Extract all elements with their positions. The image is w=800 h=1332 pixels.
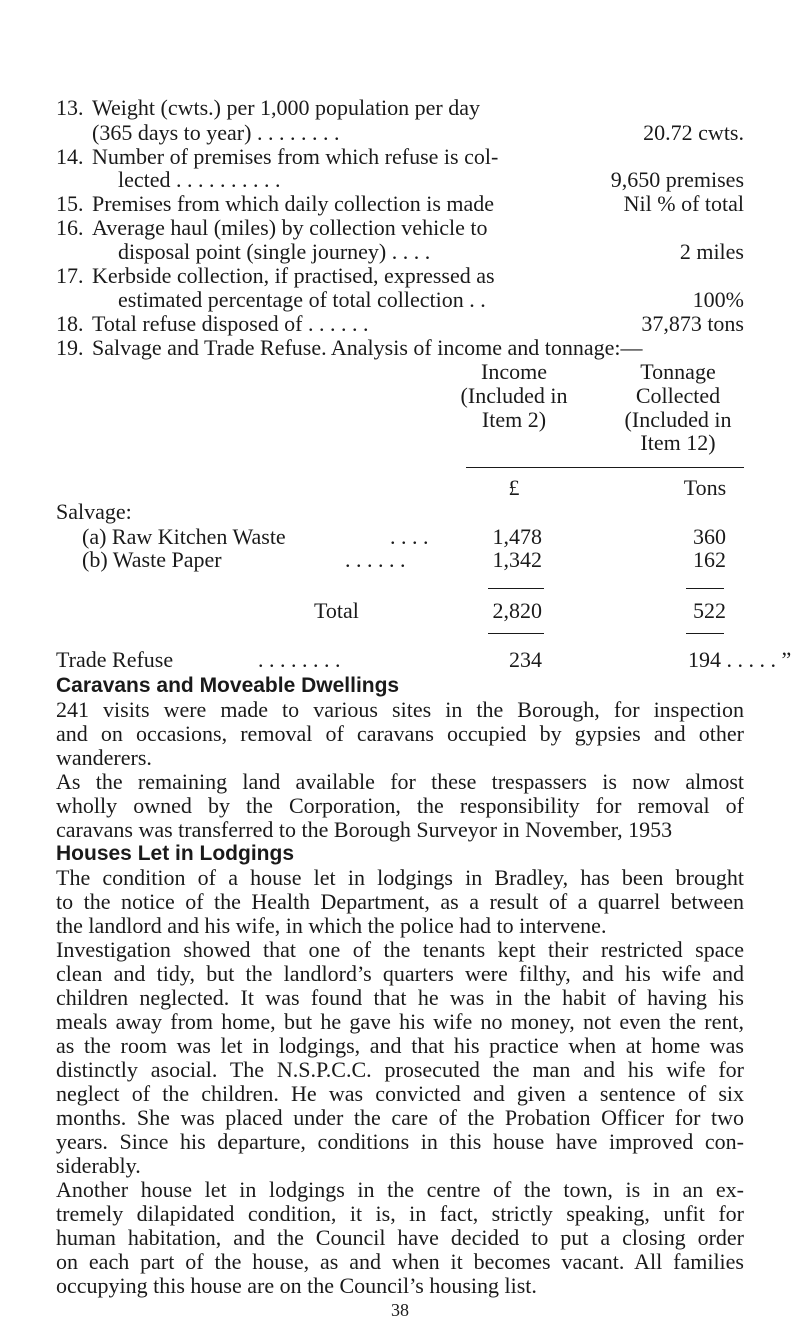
trade-tonnage: 194 . . . . . ” xyxy=(688,647,792,672)
header-line: Item 12) xyxy=(640,430,716,455)
trade-leaders: . . . . . . . . xyxy=(258,647,341,672)
paragraph-line: caravans was transferred to the Borough Surveyor in November, 1953 xyxy=(56,817,673,842)
total-rule xyxy=(686,633,724,634)
paragraph xyxy=(56,770,744,842)
paragraph xyxy=(56,938,744,1178)
paragraph-line: As the remaining land available for these trespassers is now almost xyxy=(56,769,744,794)
item-value: 9,650 premises xyxy=(610,167,744,192)
item-text-line: Salvage and Trade Refuse. Analysis of income and tonnage:— xyxy=(92,335,643,360)
paragraph-line: human habitation, and the Council have decided to put a closing order xyxy=(56,1225,744,1250)
paragraph-line: meals away from home, but he gave his wife no money, not even the rent, xyxy=(56,1009,744,1034)
paragraph-line: wanderers. xyxy=(56,745,152,770)
item-text-line: disposal point (single journey) . . . . xyxy=(118,239,431,264)
row-label: (a) Raw Kitchen Waste xyxy=(82,524,286,549)
paragraph xyxy=(56,1178,744,1298)
paragraph-line: occupying this house are on the Council’s housing list. xyxy=(56,1273,537,1298)
item-value: 2 miles xyxy=(679,239,744,264)
total-tonnage: 522 xyxy=(693,598,726,623)
paragraph-line: to the notice of the Health Department, as a result of a quarrel between xyxy=(56,889,744,914)
item-text-line: Total refuse disposed of . . . . . . xyxy=(92,311,369,336)
item-number: 15. xyxy=(56,191,84,216)
item-number: 16. xyxy=(56,215,84,240)
total-income: 2,820 xyxy=(492,598,542,623)
paragraph-line: The condition of a house let in lodgings in Bradley, has been brought xyxy=(56,865,744,890)
item-value: 100% xyxy=(692,287,744,312)
item-text-line: lected . . . . . . . . . . xyxy=(118,167,281,192)
paragraph-line: on each part of the house, as and when it becomes vacant. All families xyxy=(56,1249,744,1274)
salvage-label: Salvage: xyxy=(56,499,132,524)
row-income: 1,478 xyxy=(492,524,542,549)
row-leaders: . . . . . . xyxy=(345,547,406,572)
header-line: Income xyxy=(481,359,547,384)
header-rule xyxy=(466,467,744,468)
paragraph-line: as the room was let in lodgings, and that his practice when at home was xyxy=(56,1033,744,1058)
item-number: 13. xyxy=(56,95,84,120)
item-text-line: Weight (cwts.) per 1,000 population per day xyxy=(92,95,481,120)
item-text-line: estimated percentage of total collection . . xyxy=(118,287,486,312)
paragraph-line: Another house let in lodgings in the centre of the town, is in an ex- xyxy=(56,1177,744,1202)
paragraph-line: wholly owned by the Corporation, the responsibility for removal of xyxy=(56,793,744,818)
row-income: 1,342 xyxy=(492,547,542,572)
row-label: (b) Waste Paper xyxy=(82,547,222,572)
paragraph xyxy=(56,866,744,938)
paragraph-line: 241 visits were made to various sites in the Borough, for inspection xyxy=(56,697,744,722)
section-heading: Houses Let in Lodgings xyxy=(56,842,295,865)
item-text-line: Number of premises from which refuse is col- xyxy=(92,144,499,169)
item-text-line: (365 days to year) . . . . . . . . xyxy=(92,120,340,145)
paragraph-line: the landlord and his wife, in which the police had to intervene. xyxy=(56,913,607,938)
section-heading: Caravans and Moveable Dwellings xyxy=(56,674,400,697)
row-tonnage: 162 xyxy=(693,547,726,572)
paragraph-line: years. Since his departure, conditions in this house have improved con- xyxy=(56,1129,744,1154)
item-text-line: Average haul (miles) by collection vehicle to xyxy=(92,215,488,240)
paragraph-line: clean and tidy, but the landlord’s quarters were filthy, and his wife and xyxy=(56,961,744,986)
item-number: 14. xyxy=(56,144,84,169)
row-tonnage: 360 xyxy=(693,524,726,549)
paragraph-line: months. She was placed under the care of the Probation Officer for two xyxy=(56,1105,744,1130)
paragraph-line: tremely dilapidated condition, it is, in fact, strictly speaking, unfit for xyxy=(56,1201,744,1226)
item-text-line: Kerbside collection, if practised, expressed as xyxy=(92,263,495,288)
paragraph-line: siderably. xyxy=(56,1153,141,1178)
paragraph-line: children neglected. It was found that he was in the habit of having his xyxy=(56,985,744,1010)
item-number: 19. xyxy=(56,335,84,360)
item-text-line: Premises from which daily collection is made xyxy=(92,191,495,216)
item-number: 18. xyxy=(56,311,84,336)
paragraph xyxy=(56,698,744,770)
row-leaders: . . . . xyxy=(390,524,429,549)
page-number: 38 xyxy=(391,1300,409,1320)
item-number: 17. xyxy=(56,263,84,288)
header-line: Item 2) xyxy=(481,407,547,432)
trade-label: Trade Refuse xyxy=(56,647,174,672)
total-rule xyxy=(488,633,544,634)
trade-income: 234 xyxy=(509,647,542,672)
header-line: Collected xyxy=(635,383,721,408)
header-line: (Included in xyxy=(624,407,732,432)
subtotal-rule xyxy=(686,588,724,589)
total-label: Total xyxy=(314,598,359,623)
item-value: 20.72 cwts. xyxy=(643,120,744,145)
header-line: Tonnage xyxy=(640,359,716,384)
header-line: (Included in xyxy=(460,383,568,408)
income-unit: £ xyxy=(508,475,520,500)
paragraph-line: Investigation showed that one of the tenants kept their restricted space xyxy=(56,937,744,962)
paragraph-line: neglect of the children. He was convicted and given a sentence of six xyxy=(56,1081,744,1106)
item-value: 37,873 tons xyxy=(641,311,744,336)
tonnage-unit: Tons xyxy=(683,475,727,500)
paragraph-line: distinctly asocial. The N.S.P.C.C. prosecuted the man and his wife for xyxy=(56,1057,744,1082)
item-value: Nil % of total xyxy=(623,191,744,216)
paragraph-line: and on occasions, removal of caravans occupied by gypsies and other xyxy=(56,721,744,746)
subtotal-rule xyxy=(488,588,544,589)
